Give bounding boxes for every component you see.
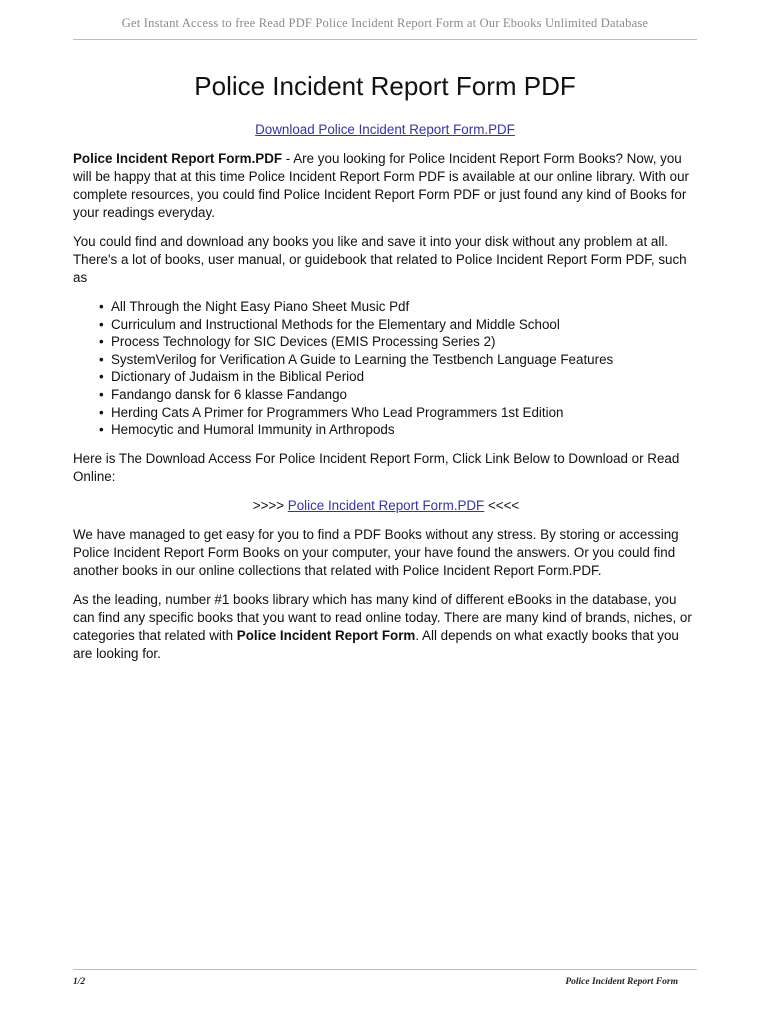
paragraph-5-before: As the leading, number #1 books library which has many kind of different eBooks in the database, you can find any specific books that you want to read online today. There are many kind of brands, niches, or categories that related with: [73, 591, 692, 643]
paragraph-4: We have managed to get easy for you to find a PDF Books without any stress. By storing or accessing Police Incident Report Form Books on your computer, your have found the answers. Or you could find another books in our online collections that related with Police Incident Report Form.PDF.: [73, 526, 679, 578]
paragraph-5-bold: Police Incident Report Form: [236, 627, 416, 643]
paragraph-3: Here is The Download Access For Police Incident Report Form, Click Link Below to Download or Read Online:: [73, 450, 680, 484]
download-link-container: [0, 122, 770, 137]
page-number: 1/2: [73, 977, 86, 987]
list-item: • Curriculum and Instructional Methods for the Elementary and Middle School: [111, 316, 699, 334]
download-link[interactable]: Download Police Incident Report Form.PDF: [255, 122, 515, 137]
header-banner: Get Instant Access to free Read PDF Police Incident Report Form at Our Ebooks Unlimited Database: [121, 16, 649, 30]
pdf-download-link[interactable]: Police Incident Report Form.PDF: [287, 497, 485, 513]
document-body: [73, 150, 699, 674]
paragraph-5: [73, 591, 699, 663]
intro-text: - Are you looking for Police Incident Report Form Books? Now, you will be happy that at this time Police Incident Report Form PDF is available at our online library. With our complete resources, you could find Police Incident Report Form PDF or just found any kind of Books for your readings everyday.: [73, 151, 689, 220]
list-item: • SystemVerilog for Verification A Guide to Learning the Testbench Language Features: [111, 351, 699, 369]
header-divider: [73, 39, 697, 40]
link-prefix: >>>>: [252, 497, 288, 513]
page-title: Police Incident Report Form PDF: [194, 71, 576, 101]
list-item: • Dictionary of Judaism in the Biblical Period: [111, 368, 699, 386]
list-item: • All Through the Night Easy Piano Sheet Music Pdf: [111, 298, 699, 316]
footer-doc-title: Police Incident Report Form: [565, 977, 678, 987]
paragraph-2: You could find and download any books you like and save it into your disk without any problem at all. There's a lot of books, user manual, or guidebook that related to Police Incident Report Form PDF, such as: [73, 234, 687, 285]
list-item: • Herding Cats A Primer for Programmers Who Lead Programmers 1st Edition: [111, 404, 699, 422]
intro-paragraph: [73, 150, 699, 222]
footer-divider: [73, 969, 697, 970]
download-link-line: [73, 497, 699, 515]
list-item: • Process Technology for SIC Devices (EMIS Processing Series 2): [111, 333, 699, 351]
list-item: • Hemocytic and Humoral Immunity in Arthropods: [111, 421, 699, 439]
book-list: [73, 298, 699, 439]
link-suffix: <<<<: [484, 497, 520, 513]
paragraph-5-after: . All depends on what exactly books that you are looking for.: [73, 627, 679, 661]
intro-bold-lead: Police Incident Report Form.PDF: [73, 151, 283, 166]
list-item: • Fandango dansk for 6 klasse Fandango: [111, 386, 699, 404]
